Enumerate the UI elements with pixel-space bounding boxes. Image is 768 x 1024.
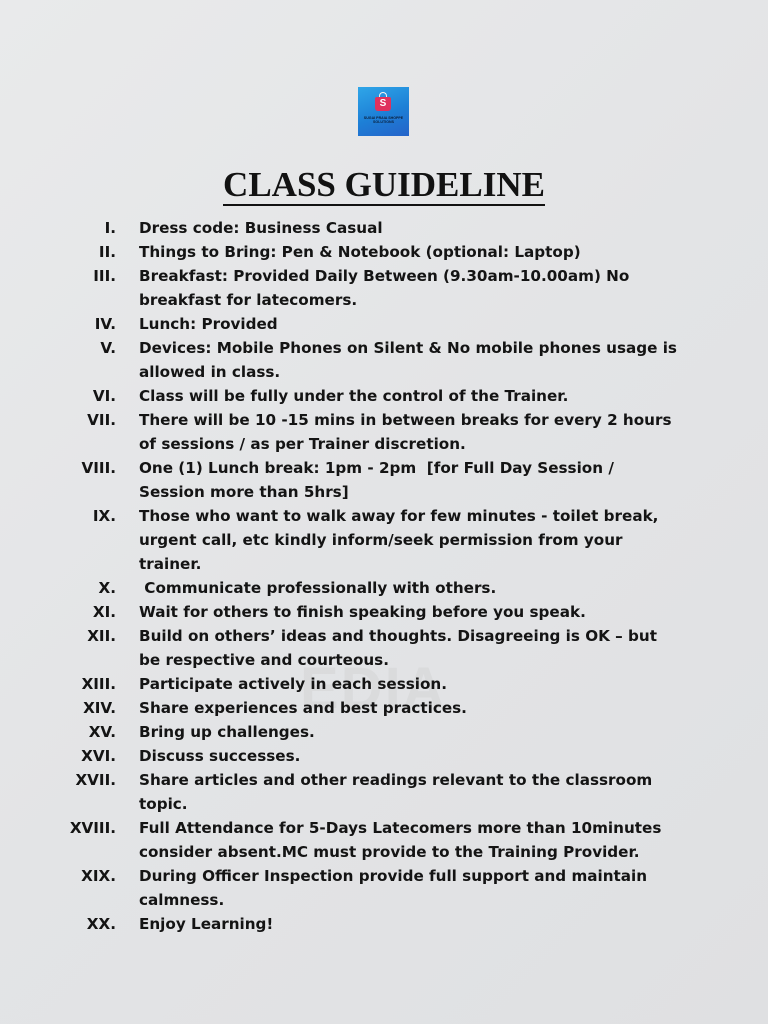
- guideline-text: Full Attendance for 5-Days Latecomers more than 10minutes consider absent.MC must provide to the Training Provider.: [139, 819, 667, 861]
- guideline-text: Lunch: Provided: [139, 315, 278, 333]
- guideline-text: Share experiences and best practices.: [139, 699, 467, 717]
- guideline-number: X.: [98, 579, 116, 597]
- guideline-text: One (1) Lunch break: 1pm - 2pm [for Full Day Session / Session more than 5hrs]: [139, 459, 620, 501]
- guideline-text: Participate actively in each session.: [139, 675, 448, 693]
- guideline-item: [0, 864, 768, 912]
- guideline-item: [0, 312, 768, 336]
- guideline-item: [0, 264, 768, 312]
- guideline-number: VII.: [87, 411, 116, 429]
- guideline-item: [0, 912, 768, 936]
- guideline-item: [0, 744, 768, 768]
- guideline-text: Dress code: Business Casual: [139, 219, 383, 237]
- guideline-item: [0, 336, 768, 384]
- guideline-number: XIV.: [83, 699, 116, 717]
- guideline-number: III.: [93, 267, 116, 285]
- guideline-text: Things to Bring: Pen & Notebook (optional: Laptop): [139, 243, 581, 261]
- guideline-text: Devices: Mobile Phones on Silent & No mobile phones usage is allowed in class.: [139, 339, 683, 381]
- guideline-item: [0, 672, 768, 696]
- guideline-item: [0, 768, 768, 816]
- guideline-number: XII.: [87, 627, 116, 645]
- guideline-number: XVI.: [81, 747, 116, 765]
- guideline-text: There will be 10 -15 mins in between breaks for every 2 hours of sessions / as per Trainer discretion.: [139, 411, 677, 453]
- guideline-number: XV.: [88, 723, 116, 741]
- guideline-text: Class will be fully under the control of the Trainer.: [139, 387, 569, 405]
- guideline-text: During Officer Inspection provide full support and maintain calmness.: [139, 867, 653, 909]
- guideline-text: Build on others’ ideas and thoughts. Disagreeing is OK – but be respective and courteous.: [139, 627, 663, 669]
- guideline-number: I.: [104, 219, 116, 237]
- guideline-text: Those who want to walk away for few minutes - toilet break, urgent call, etc kindly inform/seek permission from your trainer.: [139, 507, 664, 573]
- guideline-text: Wait for others to finish speaking before you speak.: [139, 603, 586, 621]
- guideline-text: Breakfast: Provided Daily Between (9.30am-10.00am) No breakfast for latecomers.: [139, 267, 635, 309]
- guideline-text: Bring up challenges.: [139, 723, 315, 741]
- shopping-bag-icon: S: [375, 97, 391, 111]
- guideline-item: [0, 624, 768, 672]
- guideline-list: [0, 216, 768, 936]
- guideline-text: Enjoy Learning!: [139, 915, 274, 933]
- guideline-number: XVIII.: [69, 819, 116, 837]
- guideline-item: [0, 816, 768, 864]
- guideline-number: IV.: [94, 315, 116, 333]
- guideline-number: XIX.: [81, 867, 116, 885]
- guideline-number: VI.: [92, 387, 116, 405]
- guideline-item: [0, 408, 768, 456]
- guideline-item: [0, 696, 768, 720]
- guideline-item: [0, 600, 768, 624]
- guideline-number: II.: [98, 243, 116, 261]
- guideline-number: V.: [100, 339, 116, 357]
- guideline-item: [0, 456, 768, 504]
- guideline-item: [0, 504, 768, 576]
- page-title-text: CLASS GUIDELINE: [223, 165, 545, 204]
- guideline-number: IX.: [92, 507, 116, 525]
- page-title: [0, 164, 768, 206]
- logo-text: SUGAI PRAIA SHOPPE SOLUTIONS: [363, 116, 404, 125]
- guideline-text: Discuss successes.: [139, 747, 301, 765]
- guideline-number: XI.: [92, 603, 116, 621]
- company-logo: [358, 87, 409, 136]
- guideline-text: Communicate professionally with others.: [139, 579, 497, 597]
- guideline-item: [0, 216, 768, 240]
- guideline-number: VIII.: [81, 459, 116, 477]
- guideline-number: XX.: [86, 915, 116, 933]
- guideline-item: [0, 384, 768, 408]
- guideline-item: [0, 720, 768, 744]
- guideline-item: [0, 576, 768, 600]
- guideline-item: [0, 240, 768, 264]
- guideline-number: XIII.: [81, 675, 116, 693]
- guideline-text: Share articles and other readings relevant to the classroom topic.: [139, 771, 658, 813]
- guideline-number: XVII.: [75, 771, 116, 789]
